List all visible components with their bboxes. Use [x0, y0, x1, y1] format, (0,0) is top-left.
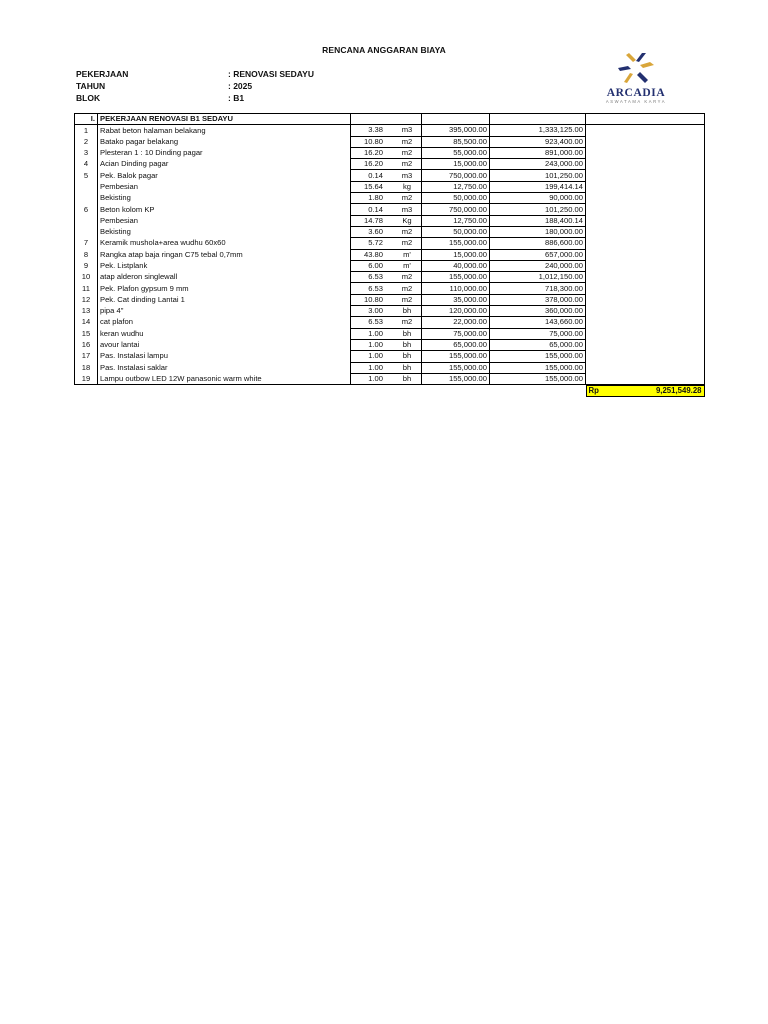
empty-cell [586, 215, 705, 226]
empty-cell [586, 373, 705, 384]
budget-table [74, 113, 705, 397]
item-number: 15 [75, 328, 98, 339]
item-volume: 43.80 [351, 249, 394, 260]
item-description: Rabat beton halaman belakang [98, 125, 351, 136]
item-volume: 6.00 [351, 260, 394, 271]
item-volume: 3.38 [351, 125, 394, 136]
item-total: 199,414.14 [490, 181, 586, 192]
item-unit: m3 [393, 170, 422, 181]
item-unit-price: 12,750.00 [422, 181, 490, 192]
empty-cell [586, 170, 705, 181]
table-row [75, 306, 705, 317]
grand-total-box [586, 385, 705, 397]
table-row [75, 204, 705, 215]
item-unit-price: 110,000.00 [422, 283, 490, 294]
item-unit-price: 12,750.00 [422, 215, 490, 226]
item-unit-price: 65,000.00 [422, 339, 490, 350]
item-total: 155,000.00 [490, 351, 586, 362]
empty-cell [586, 249, 705, 260]
item-number: 13 [75, 306, 98, 317]
empty-cell [586, 351, 705, 362]
item-description: Pas. Instalasi saklar [98, 362, 351, 373]
item-volume: 3.60 [351, 226, 394, 237]
item-unit-price: 155,000.00 [422, 373, 490, 384]
item-description: Pek. Listplank [98, 260, 351, 271]
meta-row-tahun [76, 80, 314, 92]
logo-tagline: ASWATAMA KARYA [605, 99, 667, 104]
item-total: 155,000.00 [490, 373, 586, 384]
table-row [75, 181, 705, 192]
item-unit: bh [393, 362, 422, 373]
item-description: Beton kolom KP [98, 204, 351, 215]
item-number: 6 [75, 204, 98, 215]
item-volume: 5.72 [351, 238, 394, 249]
item-description: atap alderon singlewall [98, 272, 351, 283]
item-description: Pembesian [98, 181, 351, 192]
item-unit: bh [393, 351, 422, 362]
section-title: PEKERJAAN RENOVASI B1 SEDAYU [98, 114, 351, 125]
item-unit: m2 [393, 272, 422, 283]
table-row [75, 272, 705, 283]
grand-total-cell [586, 385, 705, 398]
grand-total-row [75, 385, 705, 398]
item-total: 240,000.00 [490, 260, 586, 271]
arcadia-logo-icon [616, 52, 656, 86]
item-unit-price: 15,000.00 [422, 249, 490, 260]
item-unit-price: 155,000.00 [422, 272, 490, 283]
item-number: 4 [75, 159, 98, 170]
item-description: Pek. Plafon gypsum 9 mm [98, 283, 351, 294]
item-total: 90,000.00 [490, 193, 586, 204]
item-description: Pas. Instalasi lampu [98, 351, 351, 362]
item-number: 8 [75, 249, 98, 260]
item-total: 180,000.00 [490, 226, 586, 237]
logo-name: ARCADIA [606, 87, 666, 99]
item-volume: 1.00 [351, 362, 394, 373]
item-total: 1,333,125.00 [490, 125, 586, 136]
item-number: 16 [75, 339, 98, 350]
item-volume: 6.53 [351, 317, 394, 328]
item-unit: m' [393, 260, 422, 271]
table-row [75, 238, 705, 249]
item-unit-price: 50,000.00 [422, 193, 490, 204]
item-total: 657,000.00 [490, 249, 586, 260]
table-row [75, 159, 705, 170]
item-description: Rangka atap baja ringan C75 tebal 0,7mm [98, 249, 351, 260]
table-row [75, 170, 705, 181]
item-description: pipa 4" [98, 306, 351, 317]
item-total: 378,000.00 [490, 294, 586, 305]
item-unit-price: 40,000.00 [422, 260, 490, 271]
table-row [75, 317, 705, 328]
section-number: I. [75, 114, 98, 125]
empty-cell [586, 114, 705, 125]
item-description: Bekisting [98, 226, 351, 237]
meta-label: BLOK [76, 93, 101, 103]
item-unit-price: 155,000.00 [422, 351, 490, 362]
item-number: 9 [75, 260, 98, 271]
empty-cell [586, 283, 705, 294]
item-unit: m2 [393, 317, 422, 328]
item-unit-price: 750,000.00 [422, 204, 490, 215]
meta-row-blok [76, 92, 314, 104]
item-volume: 1.00 [351, 373, 394, 384]
item-unit: bh [393, 306, 422, 317]
table-row [75, 362, 705, 373]
item-volume: 1.00 [351, 339, 394, 350]
meta-label: PEKERJAAN [76, 69, 129, 79]
table-row [75, 294, 705, 305]
item-number: 1 [75, 125, 98, 136]
item-volume: 1.00 [351, 351, 394, 362]
table-row [75, 328, 705, 339]
item-total: 886,600.00 [490, 238, 586, 249]
item-volume: 3.00 [351, 306, 394, 317]
item-unit: kg [393, 181, 422, 192]
item-unit: m2 [393, 283, 422, 294]
item-unit: m2 [393, 238, 422, 249]
empty-cell [586, 294, 705, 305]
item-total: 1,012,150.00 [490, 272, 586, 283]
table-row [75, 351, 705, 362]
meta-value: : RENOVASI SEDAYU [228, 69, 314, 79]
table-row [75, 249, 705, 260]
item-description: Pembesian [98, 215, 351, 226]
item-number: 2 [75, 136, 98, 147]
empty-cell [393, 114, 422, 125]
item-description: Keramik mushola+area wudhu 60x60 [98, 238, 351, 249]
empty-cell [586, 362, 705, 373]
item-unit: bh [393, 339, 422, 350]
empty-cell [351, 114, 394, 125]
item-total: 155,000.00 [490, 362, 586, 373]
empty-cell [586, 272, 705, 283]
item-unit: m2 [393, 136, 422, 147]
empty-cell [586, 181, 705, 192]
item-volume: 15.64 [351, 181, 394, 192]
item-unit: m2 [393, 294, 422, 305]
table-row [75, 215, 705, 226]
empty-cell [490, 114, 586, 125]
item-description: avour lantai [98, 339, 351, 350]
project-meta [76, 68, 314, 104]
item-unit-price: 750,000.00 [422, 170, 490, 181]
item-volume: 6.53 [351, 272, 394, 283]
item-total: 891,000.00 [490, 147, 586, 158]
meta-label: TAHUN [76, 81, 106, 91]
item-number: 17 [75, 351, 98, 362]
item-unit-price: 155,000.00 [422, 362, 490, 373]
table-row [75, 283, 705, 294]
item-number [75, 226, 98, 237]
table-row [75, 136, 705, 147]
item-unit-price: 35,000.00 [422, 294, 490, 305]
item-unit: bh [393, 373, 422, 384]
item-unit: Kg [393, 215, 422, 226]
item-number: 18 [75, 362, 98, 373]
table-row [75, 260, 705, 271]
empty-cell [586, 328, 705, 339]
company-logo [594, 52, 678, 108]
item-number [75, 193, 98, 204]
item-unit-price: 85,500.00 [422, 136, 490, 147]
section-header-row [75, 114, 705, 125]
empty-cell [586, 125, 705, 136]
item-unit-price: 395,000.00 [422, 125, 490, 136]
item-unit-price: 75,000.00 [422, 328, 490, 339]
empty-cell [586, 136, 705, 147]
item-unit-price: 50,000.00 [422, 226, 490, 237]
empty-cell [586, 339, 705, 350]
item-volume: 1.00 [351, 328, 394, 339]
item-unit-price: 155,000.00 [422, 238, 490, 249]
item-total: 718,300.00 [490, 283, 586, 294]
item-volume: 16.20 [351, 147, 394, 158]
item-total: 243,000.00 [490, 159, 586, 170]
item-volume: 0.14 [351, 204, 394, 215]
grand-total-value: 9,251,549.28 [655, 386, 702, 396]
empty-cell [586, 317, 705, 328]
item-volume: 0.14 [351, 170, 394, 181]
empty-cell [586, 306, 705, 317]
item-total: 923,400.00 [490, 136, 586, 147]
item-description: keran wudhu [98, 328, 351, 339]
item-volume: 14.78 [351, 215, 394, 226]
item-description: Bekisting [98, 193, 351, 204]
item-unit: m2 [393, 193, 422, 204]
item-number [75, 181, 98, 192]
item-description: Acian Dinding pagar [98, 159, 351, 170]
item-unit: m2 [393, 226, 422, 237]
meta-row-pekerjaan [76, 68, 314, 80]
item-unit: m' [393, 249, 422, 260]
item-number: 12 [75, 294, 98, 305]
item-total: 75,000.00 [490, 328, 586, 339]
item-unit-price: 55,000.00 [422, 147, 490, 158]
document-title: RENCANA ANGGARAN BIAYA [322, 45, 446, 55]
empty-cell [586, 204, 705, 215]
item-description: Batako pagar belakang [98, 136, 351, 147]
item-description: cat plafon [98, 317, 351, 328]
item-unit-price: 120,000.00 [422, 306, 490, 317]
item-description: Lampu outbow LED 12W panasonic warm white [98, 373, 351, 384]
meta-value: : 2025 [228, 81, 253, 91]
item-total: 143,660.00 [490, 317, 586, 328]
empty-cell [586, 260, 705, 271]
item-unit: bh [393, 328, 422, 339]
table-row [75, 226, 705, 237]
item-total: 360,000.00 [490, 306, 586, 317]
item-volume: 1.80 [351, 193, 394, 204]
empty-cell [75, 385, 586, 398]
item-volume: 10.80 [351, 136, 394, 147]
item-unit: m2 [393, 159, 422, 170]
empty-cell [422, 114, 490, 125]
item-number [75, 215, 98, 226]
item-number: 11 [75, 283, 98, 294]
empty-cell [586, 193, 705, 204]
table-row [75, 339, 705, 350]
empty-cell [586, 226, 705, 237]
item-unit: m3 [393, 204, 422, 215]
item-number: 14 [75, 317, 98, 328]
table-row [75, 125, 705, 136]
table-row [75, 373, 705, 384]
item-number: 5 [75, 170, 98, 181]
table-row [75, 193, 705, 204]
item-volume: 6.53 [351, 283, 394, 294]
item-total: 65,000.00 [490, 339, 586, 350]
item-number: 10 [75, 272, 98, 283]
item-unit: m3 [393, 125, 422, 136]
item-number: 3 [75, 147, 98, 158]
item-unit-price: 15,000.00 [422, 159, 490, 170]
item-total: 101,250.00 [490, 170, 586, 181]
item-description: Pek. Balok pagar [98, 170, 351, 181]
item-description: Plesteran 1 : 10 Dinding pagar [98, 147, 351, 158]
grand-total-currency: Rp [588, 386, 599, 396]
item-description: Pek. Cat dinding Lantai 1 [98, 294, 351, 305]
empty-cell [586, 147, 705, 158]
meta-value: : B1 [228, 93, 245, 103]
empty-cell [586, 238, 705, 249]
item-unit-price: 22,000.00 [422, 317, 490, 328]
item-total: 101,250.00 [490, 204, 586, 215]
item-number: 19 [75, 373, 98, 384]
item-unit: m2 [393, 147, 422, 158]
item-number: 7 [75, 238, 98, 249]
item-volume: 16.20 [351, 159, 394, 170]
empty-cell [586, 159, 705, 170]
item-total: 188,400.14 [490, 215, 586, 226]
table-row [75, 147, 705, 158]
item-volume: 10.80 [351, 294, 394, 305]
